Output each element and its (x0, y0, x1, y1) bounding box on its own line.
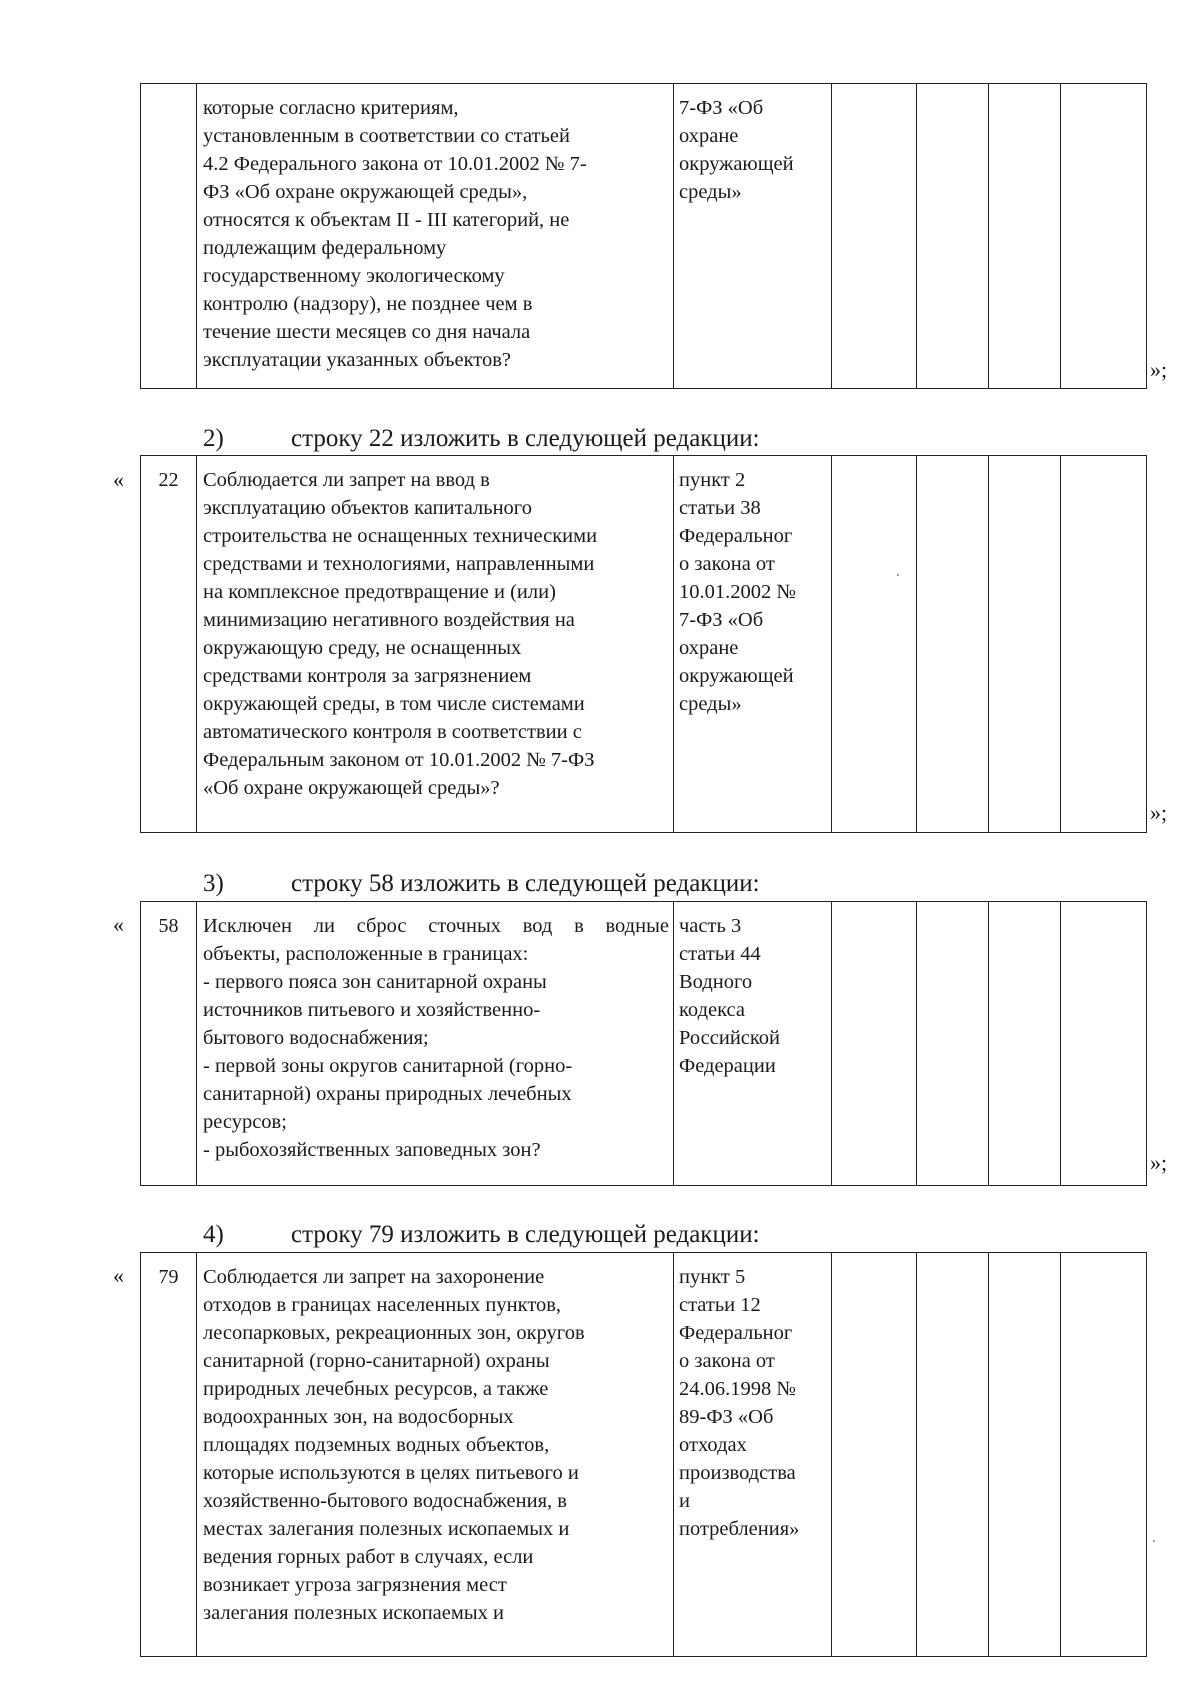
row-number: 22 (141, 456, 197, 833)
table-row (141, 456, 1147, 833)
reference-line: кодекса (679, 999, 746, 1021)
reference-line: о закона от (679, 553, 775, 575)
reference-line: окружающей (679, 153, 794, 175)
text-line: - рыбохозяйственных заповедных зон? (203, 1139, 541, 1161)
text-line: строительства не оснащенных техническими (203, 525, 598, 547)
text-line: автоматического контроля в соответствии с (203, 721, 582, 743)
closing-quote: »; (1150, 357, 1168, 382)
text-line: - первой зоны округов санитарной (горно- (203, 1055, 573, 1077)
heading-text: строку 58 изложить в следующей редакции: (291, 870, 760, 897)
table-row (141, 84, 1147, 389)
text-line: 4.2 Федерального закона от 10.01.2002 № 7- (203, 153, 587, 175)
empty-cell (989, 1253, 1061, 1657)
empty-cell (832, 902, 917, 1186)
row-number: 79 (141, 1253, 197, 1657)
empty-cell (917, 84, 989, 389)
table-row-58 (140, 901, 1147, 1186)
text-line: которые согласно критериям, (203, 97, 459, 119)
row-number (141, 84, 197, 389)
table-row-22 (140, 455, 1147, 833)
text-line: источников питьевого и хозяйственно- (203, 999, 541, 1021)
empty-cell (832, 1253, 917, 1657)
empty-cell (989, 456, 1061, 833)
reference-line: охране (679, 637, 739, 659)
table-continuation (140, 83, 1147, 389)
reference-line: статьи 44 (679, 943, 761, 965)
reference-line: 24.06.1998 № (679, 1378, 796, 1400)
opening-quote: « (113, 467, 124, 492)
text-line: ресурсов; (203, 1111, 287, 1133)
text-line: минимизацию негативного воздействия на (203, 609, 575, 631)
text-line: подлежащим федеральному (203, 237, 447, 259)
reference-line: потребления» (679, 1518, 800, 1540)
text-line: окружающей среды, в том числе системами (203, 693, 585, 715)
legal-reference (674, 902, 832, 1186)
reference-line: 7-ФЗ «Об (679, 609, 764, 631)
text-line: Соблюдается ли запрет на ввод в (203, 469, 490, 491)
reference-line: и (679, 1490, 690, 1512)
opening-quote: « (113, 1263, 124, 1288)
reference-line: производства (679, 1462, 796, 1484)
requirement-text (197, 456, 674, 833)
text-line: Федеральным законом от 10.01.2002 № 7-ФЗ (203, 749, 595, 771)
reference-line: 7-ФЗ «Об (679, 97, 764, 119)
text-line: эксплуатацию объектов капитального (203, 497, 532, 519)
empty-cell (832, 84, 917, 389)
closing-quote: »; (1150, 1150, 1168, 1175)
text-line: залегания полезных ископаемых и (203, 1602, 504, 1624)
reference-line: Федерации (679, 1055, 776, 1077)
text-line: бытового водоснабжения; (203, 1027, 429, 1049)
text-line: контролю (надзору), не позднее чем в (203, 293, 533, 315)
text-line: санитарной (горно-санитарной) охраны (203, 1350, 550, 1372)
text-line: «Об охране окружающей среды»? (203, 777, 500, 799)
empty-cell (1061, 1253, 1147, 1657)
legal-reference (674, 84, 832, 389)
text-line: относятся к объектам II - III категорий, не (203, 209, 570, 231)
legal-reference (674, 1253, 832, 1657)
text-line: течение шести месяцев со дня начала (203, 321, 531, 343)
requirement-text (197, 84, 674, 389)
text-line: возникает угроза загрязнения мест (203, 1574, 507, 1596)
text-line: объекты, расположенные в границах: (203, 943, 529, 965)
reference-line: отходах (679, 1434, 747, 1456)
heading-marker: 4) (203, 1221, 224, 1248)
requirement-text (197, 902, 674, 1186)
reference-line: о закона от (679, 1350, 775, 1372)
text-line: площадях подземных водных объектов, (203, 1434, 550, 1456)
empty-cell (917, 902, 989, 1186)
text-line: государственному экологическому (203, 265, 505, 287)
text-line: средствами и технологиями, направленными (203, 553, 595, 575)
text-line: местах залегания полезных ископаемых и (203, 1518, 570, 1540)
text-line: ФЗ «Об охране окружающей среды», (203, 181, 528, 203)
requirement-text (197, 1253, 674, 1657)
empty-cell (989, 902, 1061, 1186)
empty-cell (1061, 456, 1147, 833)
reference-line: среды» (679, 181, 742, 203)
scan-speck (897, 574, 899, 576)
row-number: 58 (141, 902, 197, 1186)
reference-line: Водного (679, 971, 753, 993)
reference-line: часть 3 (679, 915, 742, 937)
table-row (141, 902, 1147, 1186)
table-row-79 (140, 1252, 1147, 1657)
empty-cell (1061, 84, 1147, 389)
legal-reference (674, 456, 832, 833)
text-line: ведения горных работ в случаях, если (203, 1546, 534, 1568)
reference-line: пункт 2 (679, 469, 746, 491)
text-line: эксплуатации указанных объектов? (203, 349, 512, 371)
reference-line: пункт 5 (679, 1266, 746, 1288)
text-line: окружающую среду, не оснащенных (203, 637, 522, 659)
reference-line: охране (679, 125, 739, 147)
heading-text: строку 79 изложить в следующей редакции: (291, 1221, 760, 1248)
reference-line: среды» (679, 693, 742, 715)
scan-speck (1153, 1540, 1155, 1542)
text-line: на комплексное предотвращение и (или) (203, 581, 556, 603)
reference-line: 10.01.2002 № (679, 581, 796, 603)
reference-line: Федеральног (679, 525, 793, 547)
text-line: средствами контроля за загрязнением (203, 665, 532, 687)
text-line: - первого пояса зон санитарной охраны (203, 971, 547, 993)
text-line: установленным в соответствии со статьей (203, 125, 570, 147)
empty-cell (989, 84, 1061, 389)
reference-line: Российской (679, 1027, 781, 1049)
heading-text: строку 22 изложить в следующей редакции: (291, 425, 760, 452)
text-line: природных лечебных ресурсов, а также (203, 1378, 549, 1400)
heading-marker: 3) (203, 870, 224, 897)
text-line: отходов в границах населенных пунктов, (203, 1294, 562, 1316)
text-line: Исключен ли сброс сточных вод в водные (203, 915, 669, 937)
empty-cell (1061, 902, 1147, 1186)
text-line: хозяйственно-бытового водоснабжения, в (203, 1490, 567, 1512)
text-line: санитарной) охраны природных лечебных (203, 1083, 572, 1105)
closing-quote: »; (1150, 800, 1168, 825)
text-line: которые используются в целях питьевого и (203, 1462, 579, 1484)
text-line: Соблюдается ли запрет на захоронение (203, 1266, 545, 1288)
reference-line: 89-ФЗ «Об (679, 1406, 774, 1428)
opening-quote: « (113, 912, 124, 937)
empty-cell (917, 456, 989, 833)
empty-cell (832, 456, 917, 833)
reference-line: статьи 12 (679, 1294, 761, 1316)
empty-cell (917, 1253, 989, 1657)
reference-line: Федеральног (679, 1322, 793, 1344)
table-row (141, 1253, 1147, 1657)
text-line: лесопарковых, рекреационных зон, округов (203, 1322, 585, 1344)
text-line: водоохранных зон, на водосборных (203, 1406, 514, 1428)
reference-line: статьи 38 (679, 497, 761, 519)
heading-marker: 2) (203, 425, 224, 452)
reference-line: окружающей (679, 665, 794, 687)
